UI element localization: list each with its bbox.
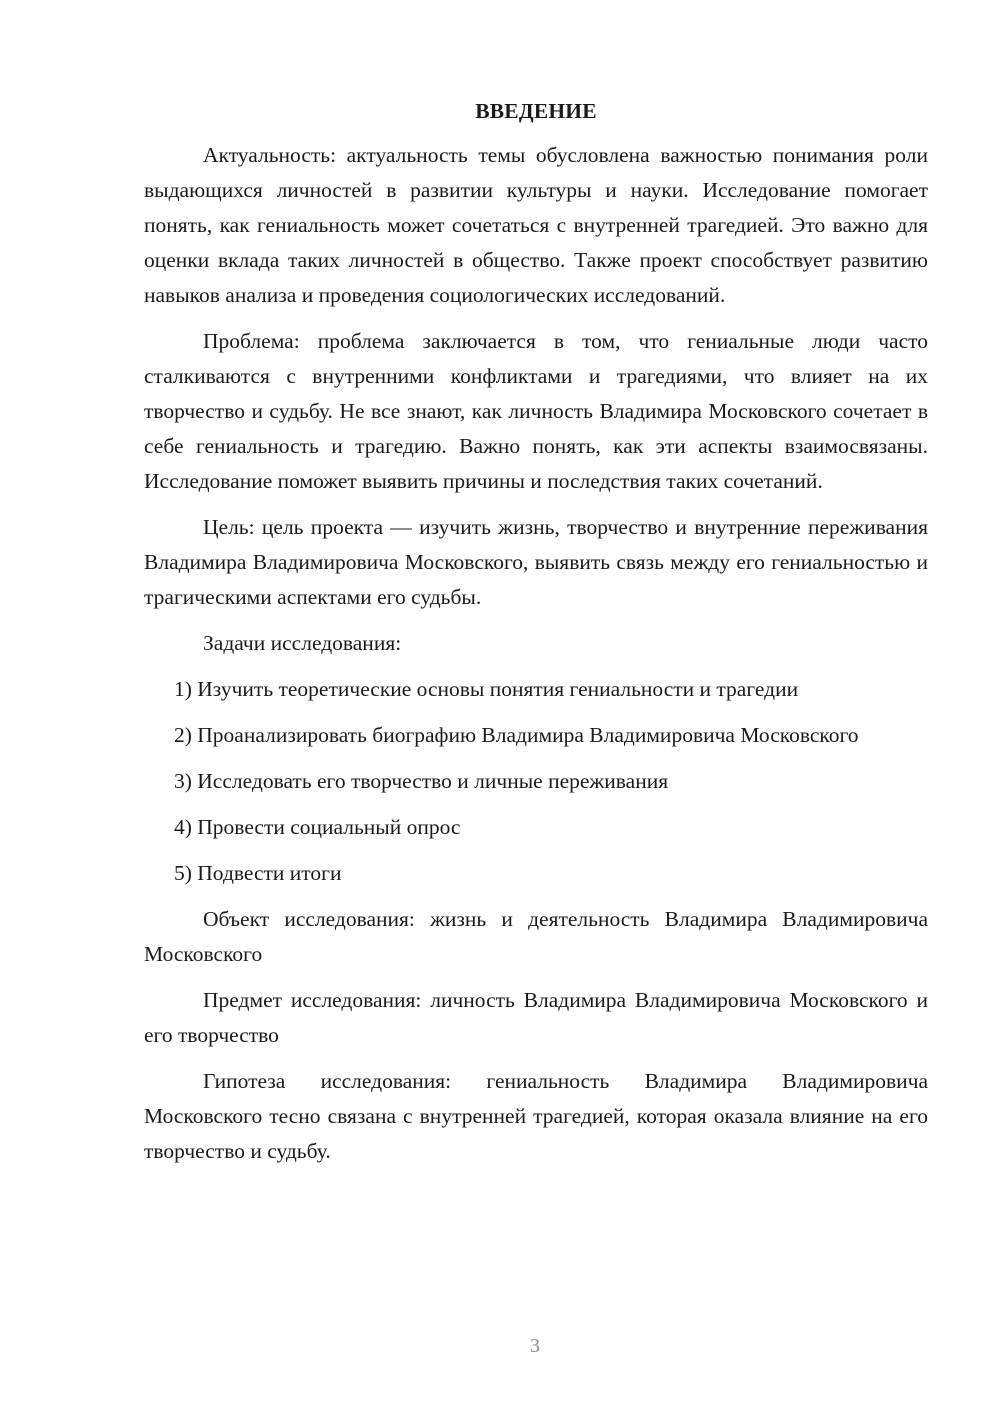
relevance-paragraph: Актуальность: актуальность темы обусловлена важностью понимания роли выдающихся личностей в развитии культуры и науки. Исследование помогает понять, как гениальность может сочетаться с внутренней трагедией. Это важно для оценки вклада таких личностей в общество. Также проект способствует развитию навыков анализа и проведения социологических исследований. [144,143,928,307]
hypothesis-paragraph: Гипотеза исследования: гениальность Владимира Владимировича Московского тесно связана с внутренней трагедией, которая оказала влияние на его творчество и судьбу. [144,1069,928,1163]
task-item-5: 5) Подвести итоги [174,861,342,885]
problem-paragraph: Проблема: проблема заключается в том, что гениальные люди часто сталкиваются с внутренними конфликтами и трагедиями, что влияет на их творчество и судьбу. Не все знают, как личность Владимира Московского сочетает в себе гениальность и трагедию. Важно понять, как эти аспекты взаимосвязаны. Исследование поможет выявить причины и последствия таких сочетаний. [144,329,928,493]
object-paragraph: Объект исследования: жизнь и деятельность Владимира Владимировича Московского [144,907,928,966]
task-item-1: 1) Изучить теоретические основы понятия гениальности и трагедии [174,677,799,701]
task-item-3: 3) Исследовать его творчество и личные переживания [174,769,669,793]
goal-paragraph: Цель: цель проекта — изучить жизнь, творчество и внутренние переживания Владимира Владимировича Московского, выявить связь между его гениальностью и трагическими аспектами его судьбы. [144,515,928,609]
task-item-4: 4) Провести социальный опрос [174,815,461,839]
task-item-2: 2) Проанализировать биографию Владимира Владимировича Московского [174,723,859,747]
section-title: ВВЕДЕНИЕ [475,99,597,123]
tasks-heading: Задачи исследования: [203,631,402,655]
page-number: 3 [530,1335,540,1357]
page-content [144,96,928,1180]
subject-paragraph: Предмет исследования: личность Владимира Владимировича Московского и его творчество [144,988,928,1047]
